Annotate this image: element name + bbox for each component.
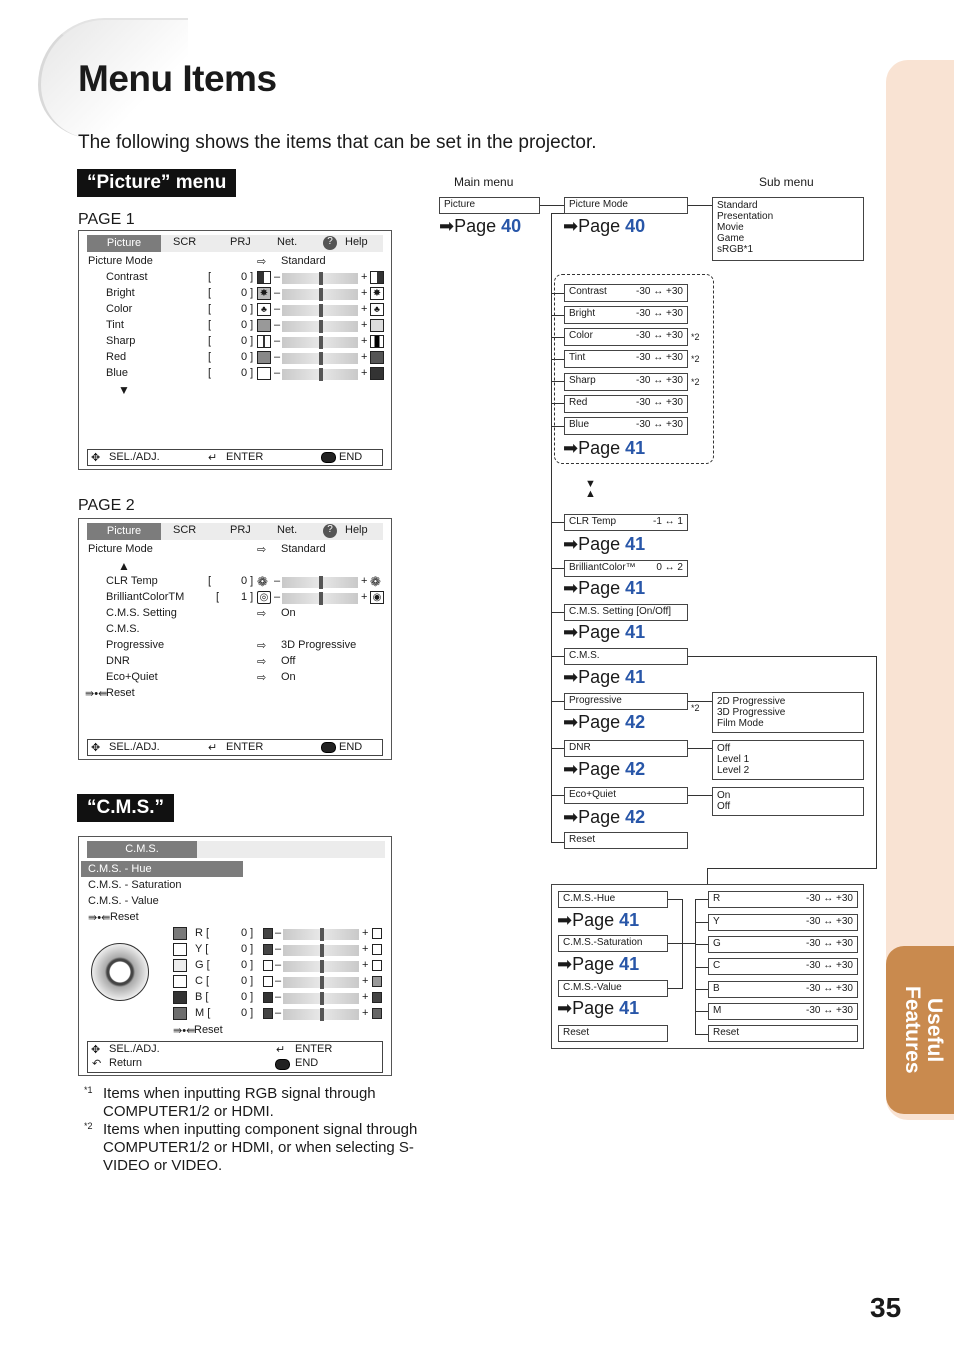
option-text: Game [717,233,745,244]
arrow-icon: ➡ [557,954,573,974]
menu-row-label[interactable]: Blue [106,367,129,379]
page-ref: ➡Page 40 [439,216,522,236]
blue-icon [257,367,271,380]
menu-row-value: 0 [241,351,248,363]
tree-reset: Reset [564,832,688,849]
note-mark: *2 [691,377,700,387]
page-ref: ➡Page 41 [557,910,640,930]
tab-help[interactable]: Help [345,236,368,248]
return-icon: ↶ [92,1058,102,1070]
slider-min-icon [263,976,273,987]
arrow-icon: ➡ [563,712,579,732]
color-label: C [195,975,203,987]
connector [707,868,708,884]
menu-row-value: 0 [241,303,248,315]
footer-enter-label: ENTER [295,1043,333,1055]
menu-row-label[interactable]: C.M.S. [106,623,140,635]
menu-row-label[interactable]: DNR [106,655,130,667]
page-ref: ➡Page 41 [563,534,646,554]
connector [551,795,564,796]
arrow-icon: ➡ [563,534,579,554]
submenu-arrow-icon: ⇨ [257,672,267,684]
option-text: Film Mode [717,718,764,729]
menu-row-label[interactable]: Picture Mode [88,255,153,267]
footnote-text: Items when inputting component signal through COMPUTER1/2 or HDMI, or when selecting S-VIDEO or VIDEO. [103,1121,418,1174]
page-ref: ➡Page 42 [563,759,646,779]
menu-row-label[interactable]: Progressive [106,639,165,651]
menu-row-value: Standard [281,543,326,555]
connector [688,205,712,206]
option-text: Standard [717,200,758,211]
cms-item-reset[interactable]: Reset [110,911,139,923]
menu-row-label[interactable]: Picture Mode [88,543,153,555]
reset-icon: ⇛•⇚ [88,912,111,924]
swatch-g [173,959,187,972]
slider-bar[interactable] [282,577,358,588]
connector [551,748,564,749]
menu-row-value: 0 [241,287,248,299]
tree-cms-color: M -30 ↔ +30 [708,1003,858,1020]
menu-row-value: 0 [241,367,248,379]
footer-return-label: Return [109,1057,143,1069]
slider-max-icon [372,944,382,955]
bright-icon: ✸ [257,287,271,300]
menu-row-value: 0 [241,335,248,347]
slider-bar[interactable] [283,1009,359,1020]
cms-item-saturation[interactable]: C.M.S. - Saturation [88,879,182,891]
page-ref: ➡Page 41 [557,998,640,1018]
scroll-down-icon[interactable]: ▼ [118,383,130,397]
osd-tab-bar [87,523,383,540]
brilliantcolor-icon: ◉ [370,591,384,604]
connector [688,748,712,749]
contrast-icon [257,271,271,284]
connector [707,868,877,869]
tree-clr-temp: CLR Temp -1 ↔ 1 [564,514,688,531]
connector [551,701,564,702]
connector [695,1034,708,1035]
footer-end-label: END [339,741,363,753]
slider-max-icon [372,960,382,971]
tab-prj[interactable]: PRJ [230,236,251,248]
tint-icon [257,319,271,332]
menu-row-value: Standard [281,255,326,267]
side-tab-label: Useful Features [901,986,946,1074]
arrow-icon: ➡ [563,622,579,642]
connector [688,795,712,796]
reset-icon: ⇛•⇚ [173,1025,196,1037]
tree-adjust-item: Bright -30 ↔ +30 [564,306,688,324]
tree-picture-mode: Picture Mode [564,197,688,214]
connector [695,944,708,945]
menu-row-value: 3D Progressive [281,639,357,651]
end-icon [321,742,336,753]
slider-max-icon [372,992,382,1003]
page-ref: ➡Page 41 [563,667,646,687]
blue-icon [370,367,384,380]
page-ref: ➡Page 41 [563,578,646,598]
tree-cms: C.M.S. [564,648,688,665]
progressive-options [712,692,864,733]
tab-scr[interactable]: SCR [173,524,197,536]
option-text: Level 1 [717,754,750,765]
enter-icon: ↵ [208,452,218,464]
swatch-c [173,975,187,988]
connector [682,943,696,944]
swatch-b [173,991,187,1004]
picture-menu-heading: “Picture” menu [77,169,236,197]
sharp-icon [370,335,384,348]
slider-bar[interactable] [282,289,358,300]
tree-cms-color: R -30 ↔ +30 [708,891,858,908]
connector [551,568,564,569]
menu-row-label[interactable]: Contrast [106,271,148,283]
connector [876,656,877,869]
osd-footer [87,1041,383,1073]
submenu-arrow-icon: ⇨ [257,256,267,268]
slider-bar[interactable] [283,961,359,972]
color-label: B [195,991,203,1003]
tab-net[interactable]: Net. [277,236,298,248]
tree-brilliantcolor: BrilliantColor™ 0 ↔ 2 [564,560,688,577]
footer-enter-label: ENTER [226,451,264,463]
arrow-icon: ➡ [439,216,455,236]
connector [551,656,564,657]
footnote-mark: *1 [84,1085,93,1095]
tree-adjust-item: Tint -30 ↔ +30 [564,350,688,368]
menu-row-value: On [281,671,296,683]
tab-picture[interactable]: Picture [87,523,161,540]
page1-label: PAGE 1 [78,211,135,228]
tree-cms-color: Y -30 ↔ +30 [708,914,858,931]
option-text: Presentation [717,211,774,222]
move-arrows-icon: ✥ [91,742,101,754]
submenu-arrow-icon: ⇨ [257,608,267,620]
tree-cms-color: B -30 ↔ +30 [708,981,858,998]
connector [540,205,564,206]
color-value: 0 [241,975,248,987]
menu-row-label[interactable]: C.M.S. Setting [106,607,177,619]
tree-progressive: Progressive [564,693,688,710]
color-label: R [195,927,203,939]
arrow-icon: ➡ [563,578,579,598]
footer-sel-label: SEL./ADJ. [109,1043,160,1055]
slider-bar[interactable] [282,321,358,332]
footnote-mark: *2 [84,1121,93,1131]
tree-eco-quiet: Eco+Quiet [564,787,688,804]
tree-cms-color-reset: Reset [708,1025,858,1042]
color-value: 0 [241,959,248,971]
option-text: Off [717,743,731,754]
note-mark: *2 [691,703,700,713]
slider-min-icon [263,960,273,971]
footer-enter-label: ENTER [226,741,264,753]
osd-footer [87,449,383,466]
color-value: 0 [241,1007,248,1019]
option-text: Level 2 [717,765,750,776]
footer-sel-label: SEL./ADJ. [109,451,160,463]
sub-menu-label: Sub menu [759,175,814,189]
arrow-icon: ➡ [563,667,579,687]
contrast-icon [370,271,384,284]
slider-bar[interactable] [283,993,359,1004]
slider-bar[interactable] [283,977,359,988]
slider-max-icon [372,976,382,987]
submenu-arrow-icon: ⇨ [257,544,267,556]
page-ref: ➡Page 41 [557,954,640,974]
tab-prj[interactable]: PRJ [230,524,251,536]
tree-cms-saturation: C.M.S.-Saturation [558,935,668,952]
color-value: 0 [241,927,248,939]
tree-dnr: DNR [564,740,688,757]
connector [688,701,712,702]
submenu-arrow-icon: ⇨ [257,656,267,668]
color-label: G [195,959,204,971]
tree-cms-color: G -30 ↔ +30 [708,936,858,953]
menu-row-label[interactable]: Color [106,303,133,315]
menu-row-value: Off [281,655,296,667]
enter-icon: ↵ [208,742,218,754]
connector [668,943,682,944]
end-icon [275,1059,290,1070]
option-text: 2D Progressive [717,696,786,707]
connector [668,899,682,900]
osd-picture-page1: Picture SCR PRJ Net. ? Help Picture Mode ⇨ Standard Contrast [ 0 ] – + Bright [ 0 ] ✸ – + ✸ Color [ 0 ] ♣ – + ♣ Tint [ 0 ] – + Sharp [ 0 ] – + Red [ 0 ] – + Blue [ 0 ] – + ▼ ✥ SEL./ADJ. ↵ ENTER END [78,230,392,470]
menu-row-value: 0 [241,271,248,283]
footer-sel-label: SEL./ADJ. [109,741,160,753]
color-icon: ♣ [257,303,271,316]
option-text: Off [717,801,731,812]
connector [682,899,683,989]
slider-max-icon [372,1008,382,1019]
eco-options [712,787,864,816]
connector [695,989,708,990]
tree-adjust-item: Color -30 ↔ +30 [564,328,688,346]
page2-label: PAGE 2 [78,497,135,514]
color-wheel-icon [91,943,149,1001]
connector [688,656,876,657]
arrow-icon: ➡ [563,807,579,827]
connector [695,922,708,923]
menu-row-label[interactable]: BrilliantColorTM [106,591,185,603]
slider-bar[interactable] [283,929,359,940]
menu-row-label[interactable]: Red [106,351,127,363]
connector [695,1011,708,1012]
slider-min-icon [263,1008,273,1019]
slider-max-icon [372,928,382,939]
clr-temp-icon: ❁ [370,574,381,589]
color-label: Y [195,943,203,955]
submenu-arrow-icon: ⇨ [257,640,267,652]
option-text: On [717,790,731,801]
menu-row-value: 1 [241,591,248,603]
tree-adjust-item: Blue -30 ↔ +30 [564,417,688,435]
tab-net[interactable]: Net. [277,524,298,536]
page-number: 35 [870,1292,902,1323]
color-value: 0 [241,991,248,1003]
menu-row-value: 0 [241,575,248,587]
menu-row-label[interactable]: Sharp [106,335,136,347]
slider-bar[interactable] [282,305,358,316]
move-arrows-icon: ✥ [91,452,101,464]
note-mark: *2 [691,332,700,342]
slider-min-icon [263,992,273,1003]
tree-cms-hue: C.M.S.-Hue [558,891,668,908]
picture-mode-options [712,197,864,261]
slider-bar[interactable] [282,273,358,284]
connector [551,213,564,214]
arrow-icon: ➡ [557,910,573,930]
tint-icon [370,319,384,332]
slider-bar[interactable] [282,369,358,380]
arrow-icon: ➡ [563,438,579,458]
tree-adjust-item: Red -30 ↔ +30 [564,395,688,413]
cms-reset[interactable]: Reset [194,1024,223,1036]
clr-temp-icon: ❁ [257,574,268,589]
arrow-icon: ➡ [557,998,573,1018]
enter-icon: ↵ [276,1044,286,1056]
intro-text: The following shows the items that can be set in the projector. [78,132,597,153]
color-icon: ♣ [370,303,384,316]
menu-row-label[interactable]: Bright [106,287,135,299]
connector [551,842,564,843]
brilliantcolor-icon: ◎ [257,591,271,604]
dnr-options [712,740,864,780]
connector [551,522,564,523]
cms-item-hue[interactable]: C.M.S. - Hue [81,861,243,877]
page-switch-icon: ▼ ▲ [585,478,596,500]
reset-icon: ⇛•⇚ [85,688,108,700]
slider-bar[interactable] [282,353,358,364]
option-text: Movie [717,222,744,233]
color-label: M [195,1007,205,1019]
tab-cms[interactable]: C.M.S. [87,841,197,858]
bright-icon: ✸ [370,287,384,300]
menu-row-label[interactable]: Tint [106,319,124,331]
osd-picture-page2: Picture SCR PRJ Net. ? Help Picture Mode ⇨ Standard ▲ CLR Temp [ 0 ] ❁ – + ❁ BrilliantColorTM [ 1 ] ◎ – + ◉ C.M.S. Setting ⇨ On C.M.S. Progressive ⇨ 3D Progressive DNR ⇨ Off Eco+Quiet ⇨ On ⇛•⇚ Reset ✥ SEL./ADJ. ↵ ENTER END [78,518,392,760]
scroll-up-icon[interactable]: ▲ [118,559,130,573]
adjust-group-outline [554,274,714,464]
page-ref: ➡Page 41 [563,622,646,642]
connector [551,612,564,613]
menu-row-value: 0 [241,319,248,331]
tree-adjust-item: Sharp -30 ↔ +30 [564,373,688,391]
menu-row-label[interactable]: Eco+Quiet [106,671,158,683]
tree-picture: Picture [439,197,540,214]
slider-min-icon [263,944,273,955]
menu-row-label[interactable]: Reset [106,687,135,699]
option-text: 3D Progressive [717,707,786,718]
menu-row-label[interactable]: CLR Temp [106,575,158,587]
arrow-icon: ➡ [563,216,579,236]
page-ref: ➡Page 40 [563,216,646,236]
swatch-y [173,943,187,956]
end-icon [321,452,336,463]
tab-picture[interactable]: Picture [87,235,161,252]
page-title: Menu Items [78,58,277,99]
osd-tab-bar [87,235,383,252]
slider-bar[interactable] [282,337,358,348]
red-icon [257,351,271,364]
osd-tab-bar [87,841,385,858]
sharp-icon [257,335,271,348]
option-text: sRGB*1 [717,244,754,255]
osd-footer [87,739,383,756]
footnote-text: Items when inputting RGB signal through COMPUTER1/2 or HDMI. [103,1085,376,1120]
tree-cms-setting: C.M.S. Setting [On/Off] [564,604,688,621]
tree-cms-reset: Reset [558,1025,668,1042]
cms-heading: “C.M.S.” [77,794,174,822]
slider-bar[interactable] [283,945,359,956]
slider-min-icon [263,928,273,939]
footer-end-label: END [339,451,363,463]
osd-cms: C.M.S. C.M.S. - Hue C.M.S. - Saturation C.M.S. - Value ⇛•⇚ Reset R [ 0 ] – + Y [ 0 ] – + G [ 0 ] – + C [ 0 ] – + B [ 0 ] – + M [ 0 ] – + ⇛•⇚ Reset ✥ SEL./ADJ. ↶ Return ↵ ENTER END [78,836,392,1076]
swatch-m [173,1007,187,1020]
menu-row-value: On [281,607,296,619]
slider-bar[interactable] [282,593,358,604]
swatch-r [173,927,187,940]
connector [695,967,708,968]
footer-end-label: END [295,1057,319,1069]
help-icon: ? [323,524,337,538]
color-value: 0 [241,943,248,955]
page-ref: ➡Page 42 [563,712,646,732]
main-menu-label: Main menu [454,175,514,189]
page-ref: ➡Page 42 [563,807,646,827]
note-mark: *2 [691,354,700,364]
move-arrows-icon: ✥ [91,1044,101,1056]
tab-scr[interactable]: SCR [173,236,197,248]
tab-help[interactable]: Help [345,524,368,536]
help-icon: ? [323,236,337,250]
red-icon [370,351,384,364]
tree-cms-value: C.M.S.-Value [558,980,668,997]
connector [668,988,682,989]
page-ref: ➡Page 41 [563,438,646,458]
cms-item-value[interactable]: C.M.S. - Value [88,895,159,907]
connector [695,899,708,900]
tree-adjust-item: Contrast -30 ↔ +30 [564,284,688,302]
arrow-icon: ➡ [563,759,579,779]
tree-cms-color: C -30 ↔ +30 [708,958,858,975]
